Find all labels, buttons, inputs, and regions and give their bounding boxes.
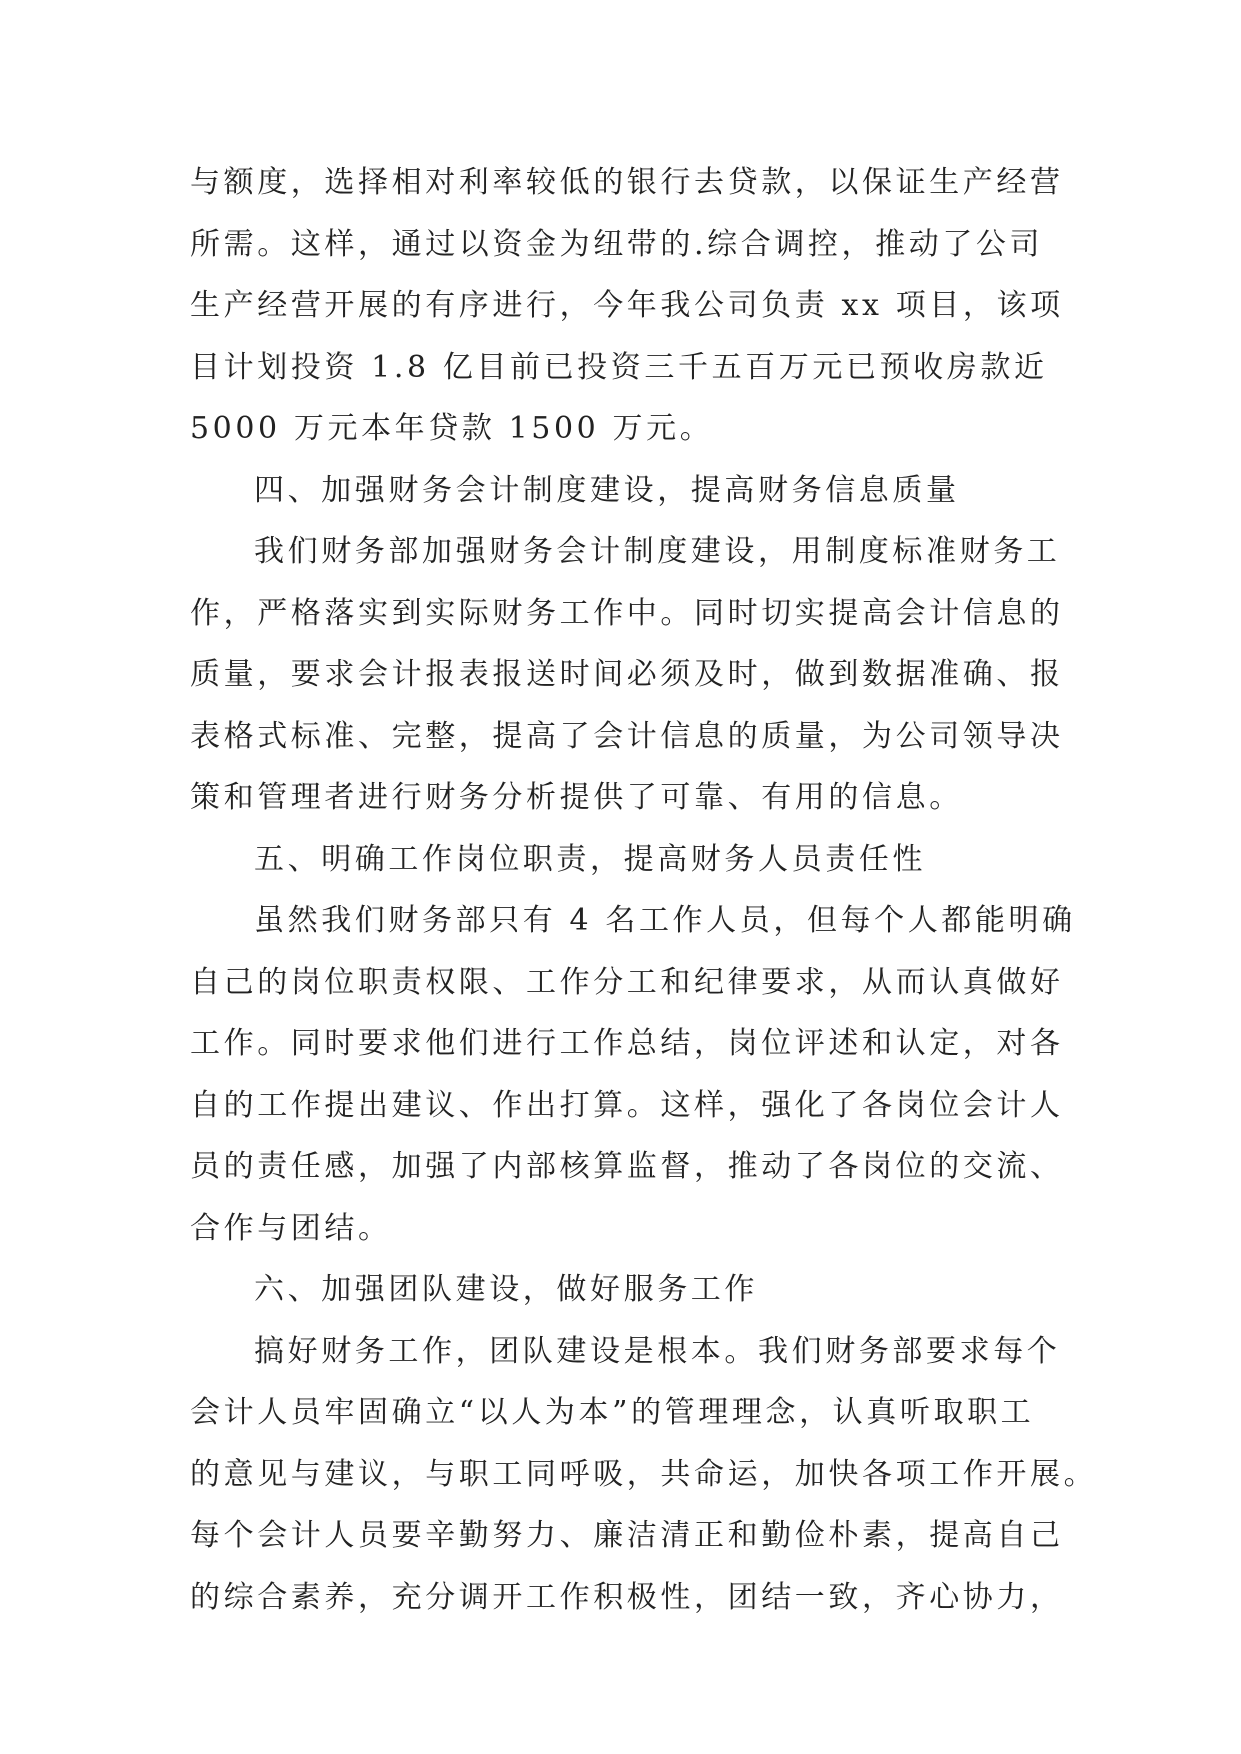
section-heading: 四、加强财务会计制度建设，提高财务信息质量 [254, 472, 960, 508]
text-line: 员的责任感，加强了内部核算监督，推动了各岗位的交流、 [190, 1149, 1064, 1184]
text-line: 5000 万元本年贷款 1500 万元。 [190, 411, 714, 446]
text-line: 所需。这样，通过以资金为纽带的.综合调控，推动了公司 [190, 226, 1044, 262]
paragraph-first-line: 虽然我们财务部只有 4 名工作人员，但每个人都能明确 [254, 903, 1076, 938]
text-line: 作，严格落实到实际财务工作中。同时切实提高会计信息的 [190, 595, 1064, 631]
text-line: 生产经营开展的有序进行，今年我公司负责 xx 项目，该项 [190, 288, 1064, 323]
text-line: 策和管理者进行财务分析提供了可靠、有用的信息。 [190, 780, 963, 815]
text-line: 自己的岗位职责权限、工作分工和纪律要求，从而认真做好 [190, 964, 1064, 1000]
text-line: 目计划投资 1.8 亿目前已投资三千五百万元已预收房款近 [190, 349, 1048, 385]
text-line: 的意见与建议，与职工同呼吸，共命运，加快各项工作开展。 [190, 1456, 1098, 1492]
text-line: 表格式标准、完整，提高了会计信息的质量，为公司领导决 [190, 718, 1064, 754]
text-line: 合作与团结。 [190, 1210, 392, 1246]
paragraph-first-line: 我们财务部加强财务会计制度建设，用制度标准财务工 [254, 534, 1061, 569]
text-line: 质量，要求会计报表报送时间必须及时，做到数据准确、报 [190, 657, 1064, 692]
document-body [190, 152, 1098, 1628]
text-line: 每个会计人员要辛勤努力、廉洁清正和勤俭朴素，提高自己 [190, 1518, 1064, 1553]
text-line: 自的工作提出建议、作出打算。这样，强化了各岗位会计人 [190, 1087, 1064, 1123]
text-line: 会计人员牢固确立“以人为本”的管理理念，认真听取职工 [190, 1395, 1035, 1430]
text-line: 与额度，选择相对利率较低的银行去贷款，以保证生产经营 [190, 165, 1064, 200]
text-line: 工作。同时要求他们进行工作总结，岗位评述和认定，对各 [190, 1026, 1064, 1061]
paragraph-first-line: 搞好财务工作，团队建设是根本。我们财务部要求每个 [254, 1333, 1061, 1369]
text-line: 的综合素养，充分调开工作积极性，团结一致，齐心协力， [190, 1579, 1064, 1615]
section-heading: 六、加强团队建设，做好服务工作 [254, 1272, 758, 1307]
section-heading: 五、明确工作岗位职责，提高财务人员责任性 [254, 841, 926, 877]
